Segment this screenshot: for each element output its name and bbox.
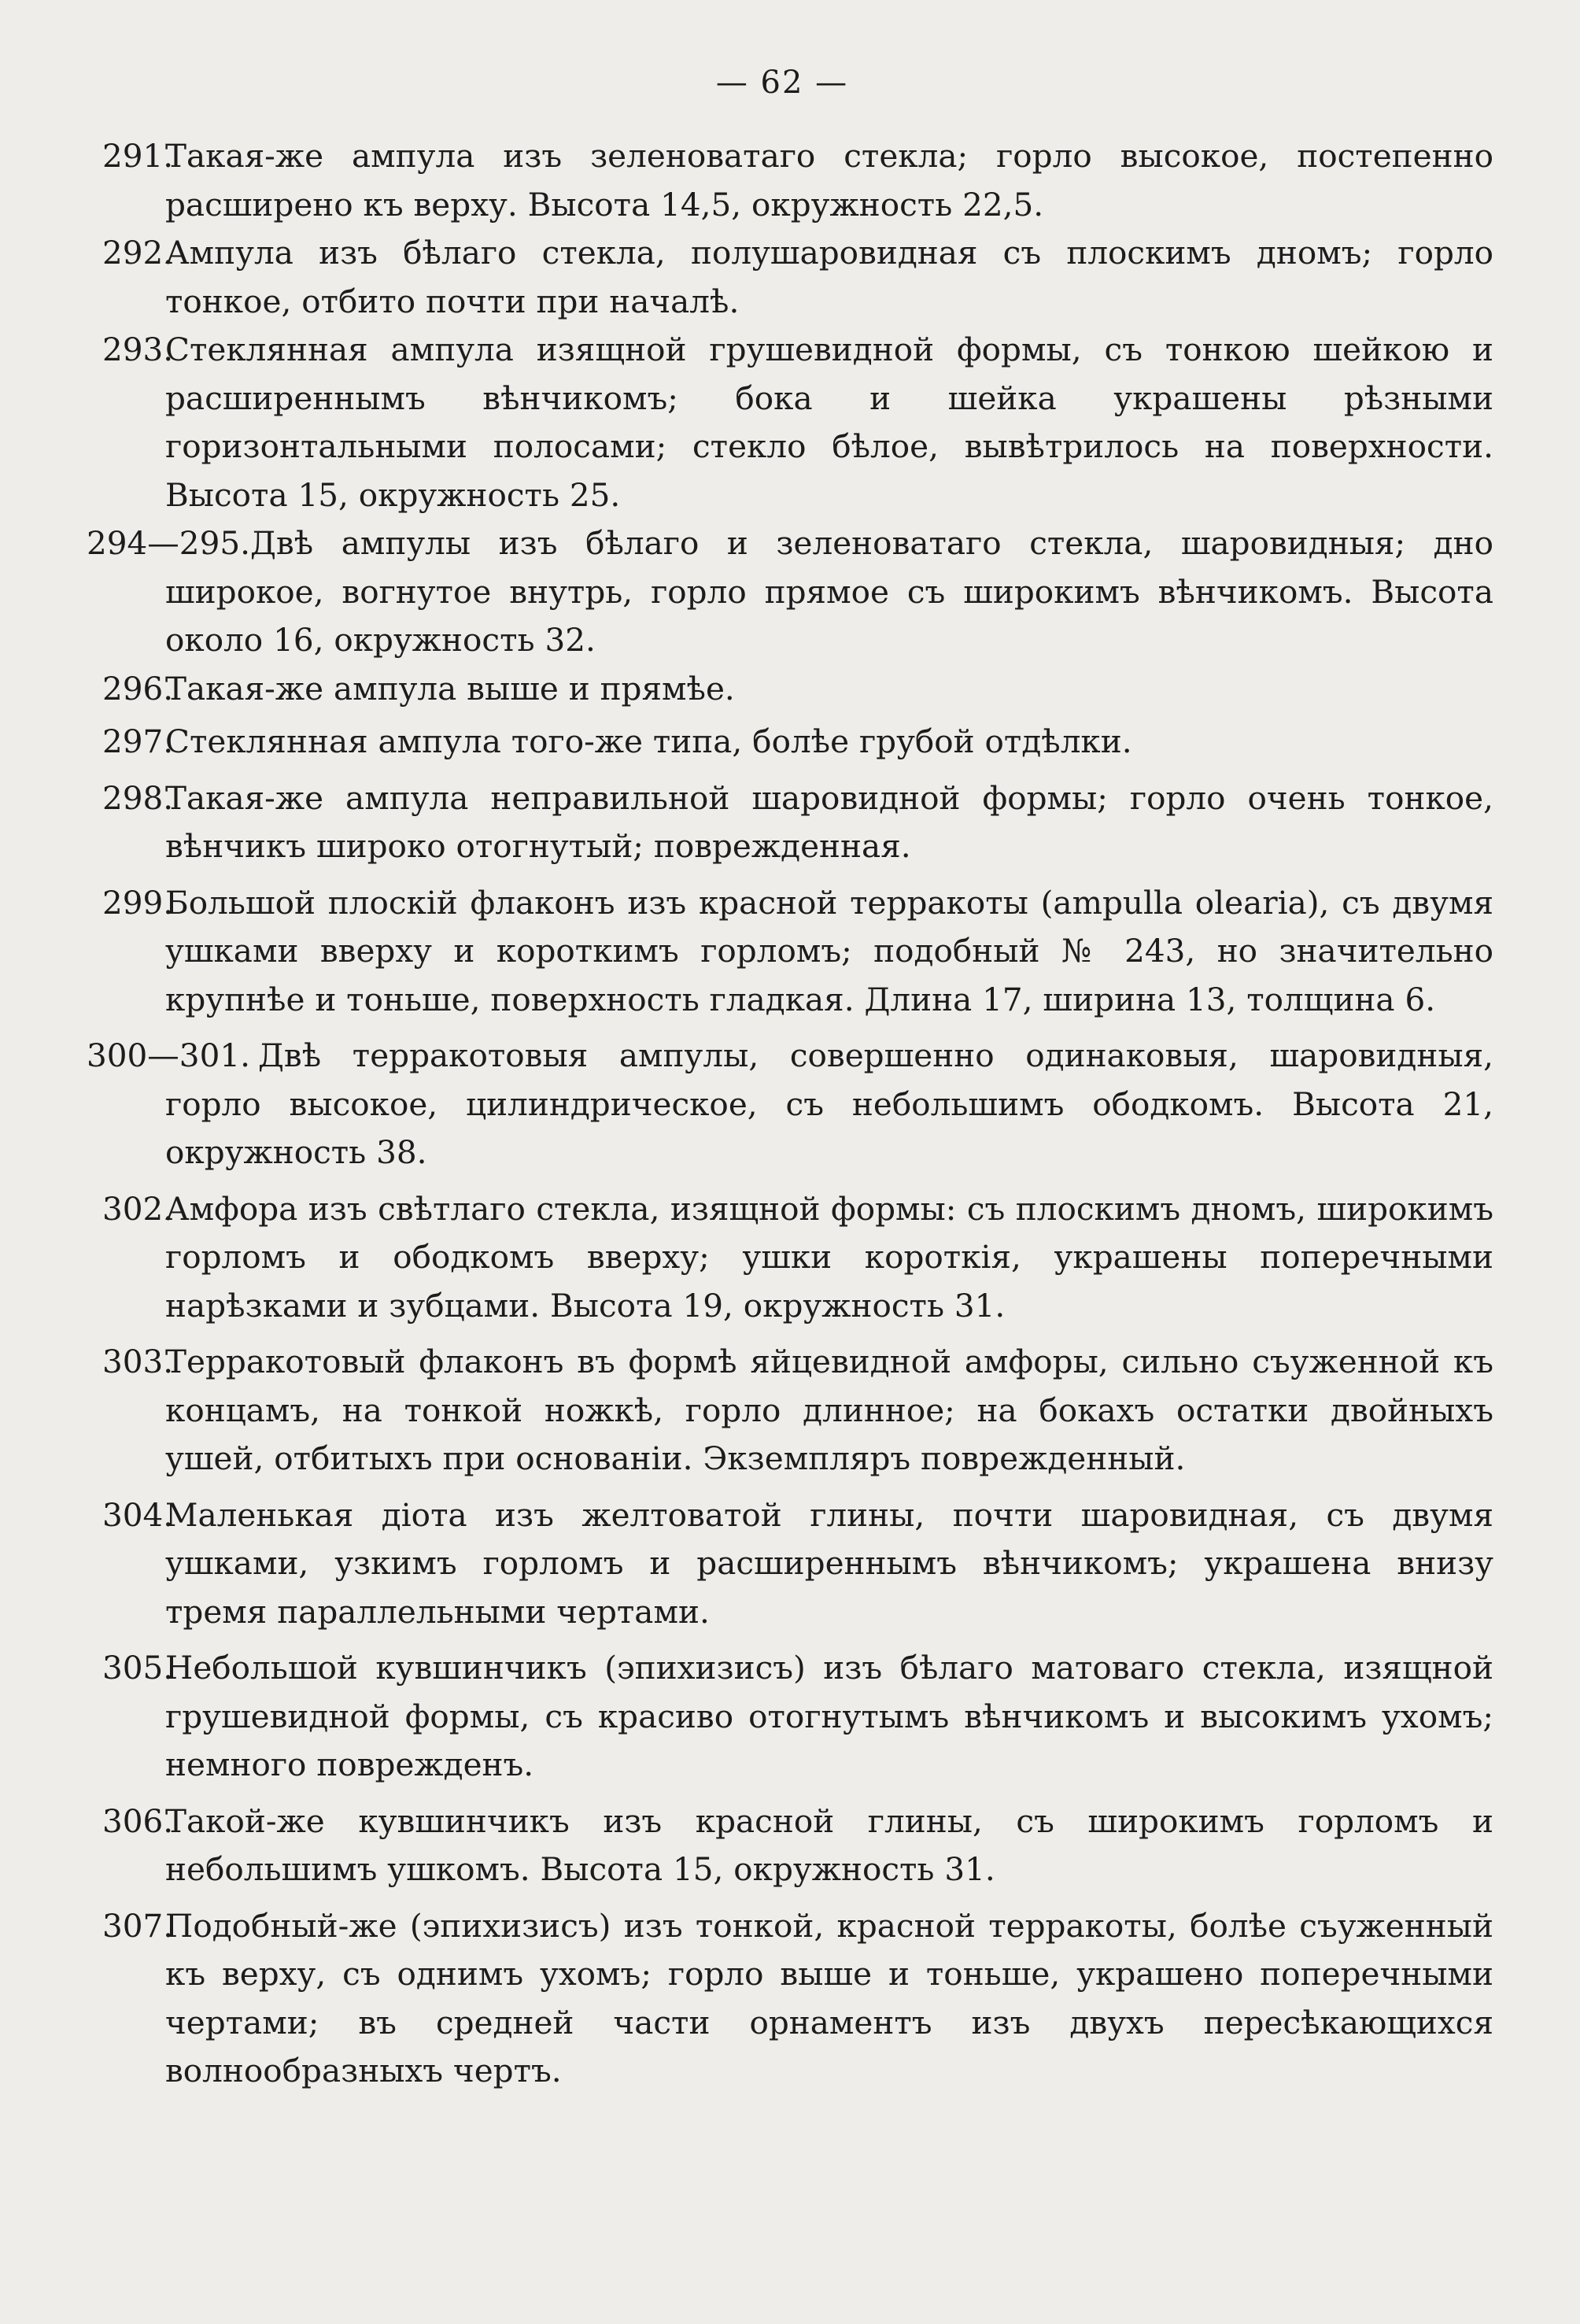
- entry-298: [102, 774, 1493, 871]
- entry-number: 306.: [102, 1801, 174, 1840]
- entry-305: [102, 1644, 1493, 1790]
- entry-text: Двѣ ампулы изъ бѣлаго и зеленоватаго стекла, шаровидныя; дно широкое, вогнутое внутрь, горло прямое съ широкимъ вѣнчикомъ. Высота около 16, окружность 32.: [165, 524, 1493, 659]
- entry-number: 296.: [102, 669, 174, 708]
- entry-number: 299.: [102, 883, 174, 922]
- entry-text: Такая-же ампула неправильной шаровидной формы; горло очень тонкое, вѣнчикъ широко отогнутый; поврежденная.: [165, 778, 1493, 865]
- entry-292: [102, 229, 1493, 326]
- entry-304: [102, 1491, 1493, 1637]
- entry-number: 294—295.: [87, 524, 250, 562]
- entry-number: 307.: [102, 1906, 174, 1945]
- entry-text: Амфора изъ свѣтлаго стекла, изящной формы: съ плоскимъ дномъ, широкимъ горломъ и ободкомъ вверху; ушки короткія, украшены поперечными нарѣзками и зубцами. Высота 19, окружность 31.: [165, 1189, 1493, 1325]
- entry-text: Маленькая діота изъ желтоватой глины, почти шаровидная, съ двумя ушками, узкимъ горломъ и расширеннымъ вѣнчикомъ; украшена внизу тремя параллельными чертами.: [165, 1495, 1493, 1631]
- entry-306: [102, 1797, 1493, 1894]
- entry-text: Такой-же кувшинчикъ изъ красной глины, съ широкимъ горломъ и небольшимъ ушкомъ. Высота 15, окружность 31.: [165, 1801, 1493, 1888]
- entry-296: [102, 665, 1493, 714]
- entry-number: 291.: [102, 137, 174, 175]
- page-number: — 62 —: [715, 65, 849, 101]
- entry-291: [102, 132, 1493, 229]
- entry-text: Двѣ терракотовыя ампулы, совершенно одинаковыя, шаровидныя, горло высокое, цилиндрическое, съ небольшимъ ободкомъ. Высота 21, окружность 38.: [165, 1036, 1493, 1171]
- entry-300-301: [87, 1032, 1493, 1177]
- entry-297: [102, 718, 1493, 767]
- entry-299: [102, 879, 1493, 1025]
- entry-text: Терракотовый флаконъ въ формѣ яйцевидной амфоры, сильно съуженной къ концамъ, на тонкой ножкѣ, горло длинное; на бокахъ остатки двойныхъ ушей, отбитыхъ при основаніи. Экземпляръ поврежденный.: [165, 1343, 1493, 1477]
- entry-text: Большой плоскій флаконъ изъ красной терракоты (ampulla olearia), съ двумя ушками вверху и короткимъ горломъ; подобный № 243, но значительно крупнѣе и тоньше, поверхность гладкая. Длина 17, ширина 13, толщина 6.: [165, 883, 1493, 1018]
- entry-text: Стеклянная ампула того-же типа, болѣе грубой отдѣлки.: [165, 722, 1132, 760]
- entry-number: 293.: [102, 331, 174, 368]
- entry-text: Стеклянная ампула изящной грушевидной формы, съ тонкою шейкою и расширеннымъ вѣнчикомъ; бока и шейка украшены рѣзными горизонтальными полосами; стекло бѣлое, вывѣтрилось на поверхности. Высота 15, окружность 25.: [165, 331, 1493, 514]
- entry-number: 305.: [102, 1649, 174, 1687]
- entry-text: Ампула изъ бѣлаго стекла, полушаровидная съ плоскимъ дномъ; горло тонкое, отбито почти при началѣ.: [165, 234, 1493, 320]
- entry-303: [102, 1338, 1493, 1483]
- entry-307: [102, 1902, 1493, 2096]
- entry-294-295: [87, 519, 1493, 665]
- entry-number: 302.: [102, 1189, 174, 1228]
- entry-302: [102, 1185, 1493, 1331]
- entry-text: Такая-же ампула выше и прямѣе.: [165, 669, 735, 708]
- entry-293: [102, 326, 1493, 519]
- entry-text: Небольшой кувшинчикъ (эпихизисъ) изъ бѣлаго матоваго стекла, изящной грушевидной формы, съ красиво отогнутымъ вѣнчикомъ и высокимъ ухомъ; немного поврежденъ.: [165, 1649, 1493, 1783]
- entry-number: 304.: [102, 1495, 174, 1534]
- entry-number: 297.: [102, 722, 174, 760]
- entry-text: Подобный-же (эпихизисъ) изъ тонкой, красной терракоты, болѣе съуженный къ верху, съ однимъ ухомъ; горло выше и тоньше, украшено поперечными чертами; въ средней части орнаментъ изъ двухъ пересѣкающихся волнообразныхъ чертъ.: [165, 1906, 1493, 2089]
- entry-number: 303.: [102, 1343, 174, 1380]
- entry-number: 298.: [102, 778, 174, 817]
- entry-text: Такая-же ампула изъ зеленоватаго стекла; горло высокое, постепенно расширено къ верху. Высота 14,5, окружность 22,5.: [165, 137, 1493, 224]
- entry-number: 300—301.: [87, 1036, 250, 1074]
- entry-number: 292.: [102, 234, 174, 272]
